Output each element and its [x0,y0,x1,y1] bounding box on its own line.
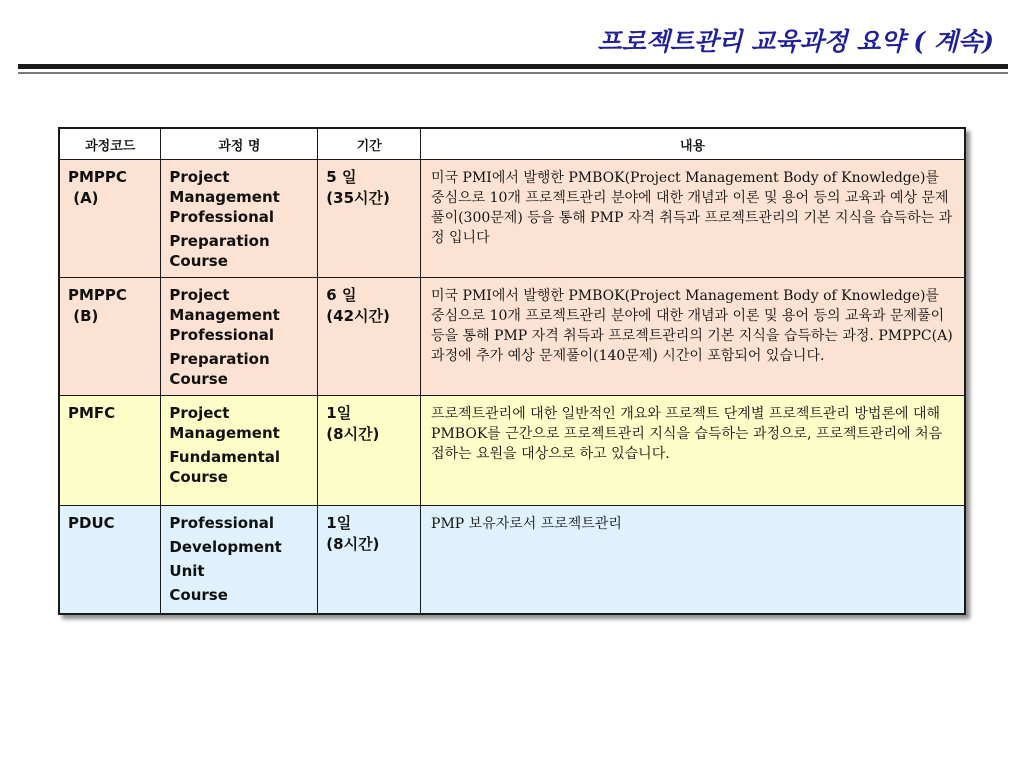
course-name-line: Preparation [169,232,270,250]
table-row [59,506,965,615]
course-name-line: Project [169,286,230,304]
course-name-line: Professional [169,514,275,532]
title-divider-thick [18,64,1008,69]
header-content: 내용 [421,128,965,160]
duration-hours: (8시간) [326,535,380,553]
course-code: PDUC [68,514,115,532]
table-row [59,396,965,506]
course-code-cell [59,506,161,615]
table-header-row [59,128,965,160]
course-name-line: Management [169,306,280,324]
course-code: PMPPC [68,286,127,304]
duration-days: 1일 [326,404,352,422]
course-code-cell [59,160,161,278]
course-name-cell [161,396,318,506]
course-code-variant: (B) [68,307,99,325]
course-name-line: Professional [169,208,275,226]
page-title: 프로젝트관리 교육과정 요약 ( 계속) [597,27,994,56]
course-name-line: Management [169,424,280,442]
duration-days: 6 일 [326,286,357,304]
course-description: 미국 PMI에서 발행한 PMBOK(Project Management Body of Knowledge)를 중심으로 10개 프로젝트관리 분야에 대한 개념과 이론 및 용어 등의 교육과 예상 문제풀이(300문제) 등을 통해 PMP 자격 취득과 프로젝트관리의 기본 지식을 습득하는 과정 입니다 [421,160,965,278]
course-name-line: Course [169,468,228,486]
duration-hours: (8시간) [326,425,380,443]
duration-days: 5 일 [326,168,357,186]
course-summary-table [58,127,966,615]
header-course-name: 과정 명 [161,128,318,160]
course-name-line: Course [169,370,228,388]
course-code-cell [59,278,161,396]
duration-hours: (42시간) [326,307,390,325]
duration-hours: (35시간) [326,189,390,207]
course-name-line: Course [169,252,228,270]
duration-days: 1일 [326,514,352,532]
header-duration: 기간 [318,128,421,160]
course-name-line: Professional [169,326,275,344]
table-row [59,160,965,278]
course-code-variant: (A) [68,189,99,207]
course-description: 미국 PMI에서 발행한 PMBOK(Project Management Body of Knowledge)를 중심으로 10개 프로젝트관리 분야에 대한 개념과 이론 및 용어 등의 교육과 문제풀이 등을 통해 PMP 자격 취득과 프로젝트관리의 기본 지식을 습득하는 과정. PMPPC(A)과정에 추가 예상 문제풀이(140문제) 시간이 포함되어 있습니다. [421,278,965,396]
course-name-line: Fundamental [169,448,281,466]
course-name-cell [161,160,318,278]
duration-cell [318,506,421,615]
duration-cell [318,278,421,396]
title-divider-thin [18,72,1008,74]
table-row [59,278,965,396]
course-name-line: Preparation [169,350,270,368]
duration-cell [318,160,421,278]
course-name-cell [161,506,318,615]
header-course-code: 과정코드 [59,128,161,160]
course-name-line: Development [169,538,282,556]
course-name-line: Management [169,188,280,206]
course-name-line: Project [169,404,230,422]
course-name-cell [161,278,318,396]
course-name-line: Project [169,168,230,186]
course-code: PMFC [68,404,116,422]
course-description: PMP 보유자로서 프로젝트관리 [421,506,965,615]
duration-cell [318,396,421,506]
course-name-line: Course [169,586,228,604]
course-name-line: Unit [169,562,205,580]
course-code: PMPPC [68,168,127,186]
course-code-cell [59,396,161,506]
course-description: 프로젝트관리에 대한 일반적인 개요와 프로젝트 단계별 프로젝트관리 방법론에 대해 PMBOK를 근간으로 프로젝트관리 지식을 습득하는 과정으로, 프로젝트관리에 처음 접하는 요원을 대상으로 하고 있습니다. [421,396,965,506]
